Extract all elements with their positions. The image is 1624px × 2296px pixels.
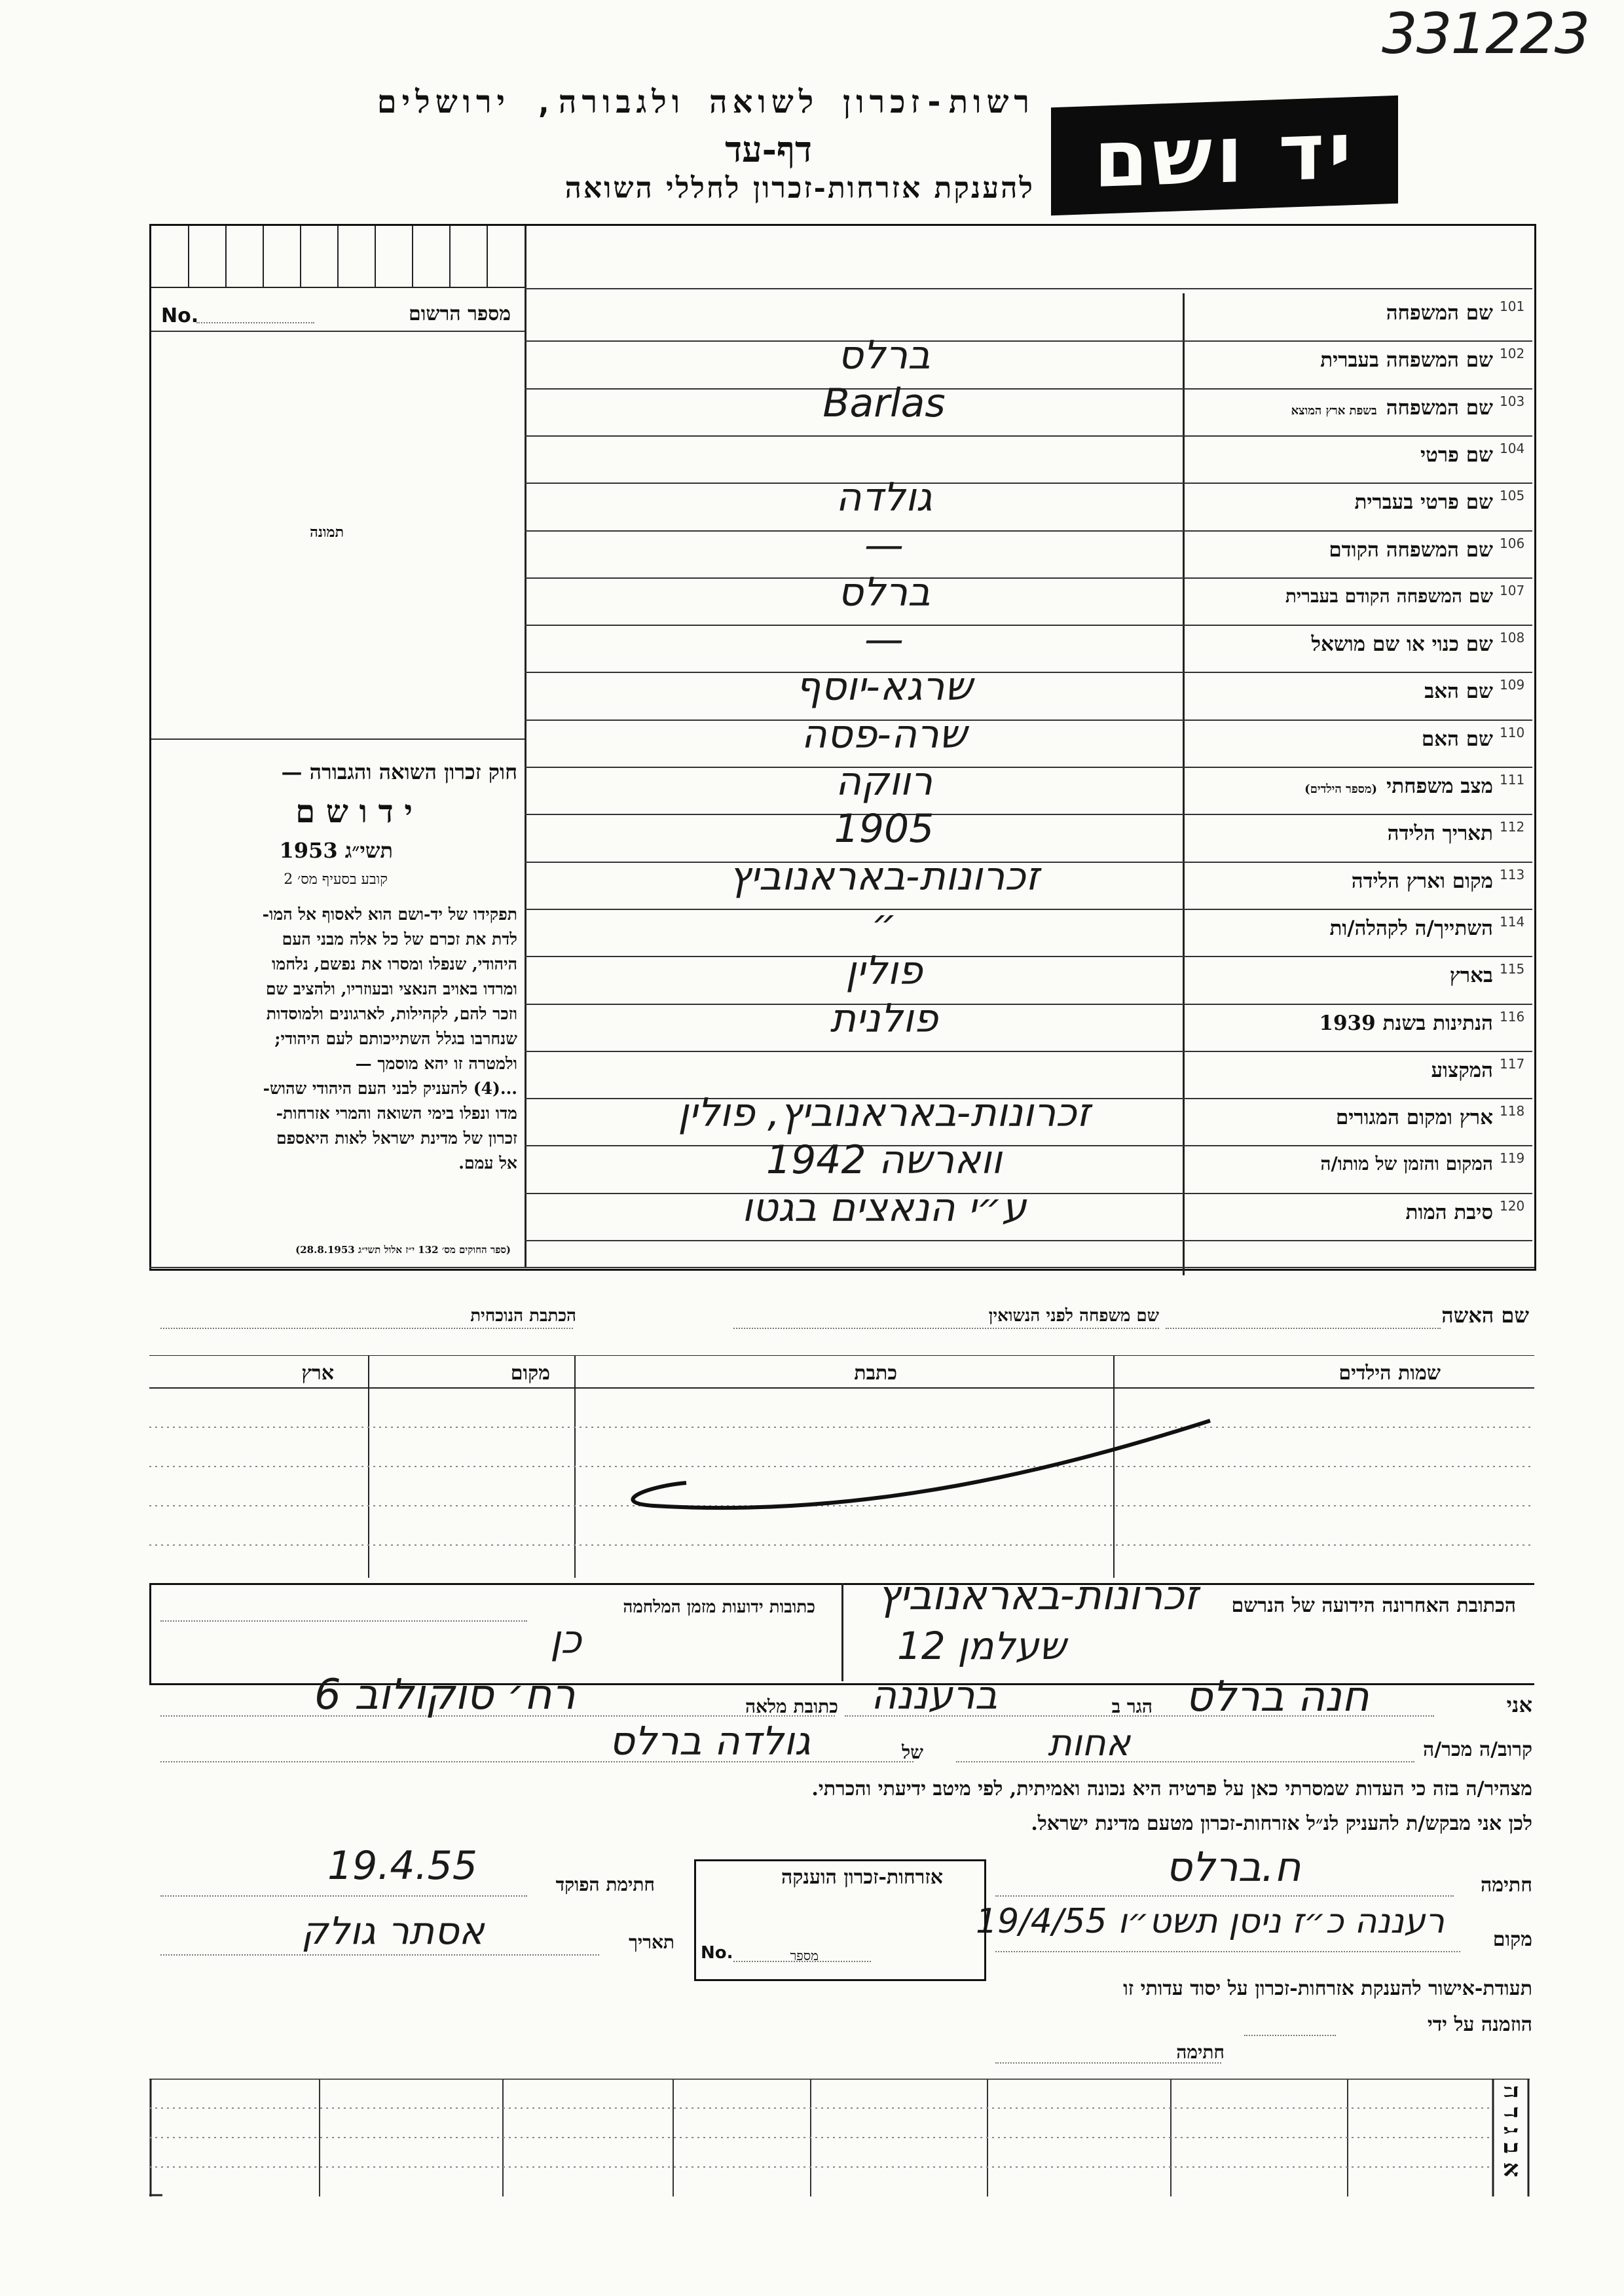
last-address-label: הכתובת האחרונה הידועה של הנרשם xyxy=(1231,1594,1516,1617)
declarant-name: חנה ברלס xyxy=(1185,1673,1369,1721)
field-label xyxy=(1329,538,1493,562)
cert-sig-label: חתימה xyxy=(1176,2041,1225,2063)
law-line: וזכר להם, לקהילות, לארגונים ולמוסדות xyxy=(266,1004,517,1023)
field-value: — xyxy=(864,522,904,568)
law-line: ...(4) להעניק לבני העם היהודי שהוש- xyxy=(263,1079,517,1098)
field-label xyxy=(1420,443,1493,467)
signature-label: חתימה xyxy=(1481,1874,1532,1897)
children-header-place: מקום xyxy=(510,1362,550,1385)
field-label xyxy=(1304,774,1493,798)
field-label-text: שם האב xyxy=(1424,680,1493,704)
field-label-text: מצב משפחתי xyxy=(1386,774,1493,798)
reg-label: מספר הרשום xyxy=(409,302,511,325)
field-value: רווקה xyxy=(835,759,933,805)
yad-vashem-logo xyxy=(1051,96,1398,216)
official-date-dotline xyxy=(160,1954,599,1956)
field-row-line xyxy=(525,435,1532,437)
declarant-place-date: רעננה כ״ז ניסן תשט״ו 19/4/55 xyxy=(976,1902,1445,1941)
official-date-label: תאריך xyxy=(629,1931,674,1953)
signature-dotline xyxy=(995,1895,1454,1897)
full-address-label: כתובת מלאה xyxy=(745,1696,838,1717)
law-line: שנחרבו בגלל השתייכותם לעם היהודי; xyxy=(274,1029,517,1048)
logo-text: יד ושם xyxy=(1094,105,1356,206)
field-number: 119 xyxy=(1500,1150,1525,1167)
field-row-line xyxy=(525,1240,1532,1241)
field-value: ווארשה 1942 xyxy=(766,1137,1003,1184)
field-label xyxy=(1336,1106,1493,1129)
field-label xyxy=(1320,348,1493,372)
field-number: 120 xyxy=(1500,1197,1525,1214)
law-year: תשי״ג 1953 xyxy=(279,838,393,863)
field-number: 117 xyxy=(1500,1055,1525,1072)
field-value: פולנית xyxy=(830,995,938,1042)
official-sig-dotline xyxy=(160,1895,527,1897)
cert-line1: תעודת-אישור להענקת אזרחות-זכרון על יסוד עדותי זו xyxy=(1123,1977,1532,2000)
field-value: זכרונות-באראנוביץ xyxy=(729,853,1039,900)
field-label xyxy=(1354,490,1493,514)
field-label-text: סיבת המות xyxy=(1405,1200,1493,1224)
institution-name: רשות-זכרון לשואה ולגבורה, ירושלים xyxy=(377,84,1035,120)
official-sig-date: 19.4.55 xyxy=(327,1843,478,1889)
stamp-title: אזרחות-זכרון הוענקה xyxy=(781,1866,943,1889)
field-number: 116 xyxy=(1500,1008,1525,1025)
field-label xyxy=(1422,727,1493,751)
field-value: — xyxy=(864,617,904,663)
field-label xyxy=(1424,680,1493,703)
field-label-text: שם המשפחה xyxy=(1386,395,1493,420)
field-label xyxy=(1431,1059,1493,1082)
law-name: י ד ו ש ם xyxy=(295,793,413,830)
reg-no-label: No. xyxy=(161,304,199,327)
form-subtitle: להענקת אזרחות-זכרון לחללי השואה xyxy=(564,172,1035,205)
declarant-full-address: רח׳ סוקולוב 6 xyxy=(314,1671,576,1719)
law-line: ולמטרה זו יהא מוסמך — xyxy=(355,1054,517,1073)
war-address-value: כן xyxy=(550,1617,582,1663)
field-label-text: בארץ xyxy=(1449,964,1493,988)
bottom-grid xyxy=(149,2079,1530,2196)
children-header-country: ארץ xyxy=(301,1362,334,1385)
declarant-signature: ח.ברלס xyxy=(1166,1843,1301,1891)
field-value: ע״י הנאצים בגטו xyxy=(741,1184,1027,1231)
spouse-top-line xyxy=(149,1267,1534,1268)
field-number: 106 xyxy=(1500,535,1525,551)
field-label xyxy=(1285,585,1493,608)
declaration-text: מצהיר/ה בזה כי העדות שמסרתי כאן על פרטיה היא נכונה ואמיתית, לפי מיטב ידיעתי והכרתי. xyxy=(811,1777,1532,1800)
wife-label: שם האשה xyxy=(1441,1303,1529,1328)
field-value: שרה-פסה xyxy=(801,711,967,757)
field-label xyxy=(1386,301,1493,325)
field-number: 115 xyxy=(1500,961,1525,977)
field-label-text: שם המשפחה בעברית xyxy=(1320,348,1493,373)
field-label xyxy=(1406,1201,1493,1224)
declarant-of-name: גולדה ברלס xyxy=(609,1719,811,1764)
children-table xyxy=(149,1355,1534,1578)
ani-label: אני xyxy=(1506,1692,1532,1717)
law-line: מדו ונפלו בימי השואה והמרי אזרחות- xyxy=(276,1104,517,1123)
field-value: פולין xyxy=(845,948,923,994)
field-label-text: מקום וארץ הלידה xyxy=(1351,869,1493,893)
wife-dotline xyxy=(1166,1328,1441,1329)
field-label-text: תאריך הלידה xyxy=(1387,822,1493,846)
resides-label: הגר ב xyxy=(1111,1696,1153,1717)
declarant-relation: אחות xyxy=(1048,1722,1131,1764)
field-label-text: הנתינות בשנת 1939 xyxy=(1319,1011,1493,1035)
bottom-grid-lines xyxy=(149,2079,1530,2196)
war-address-label: כתובות ידועות מזמן המלחמה xyxy=(623,1597,815,1617)
field-number: 103 xyxy=(1500,393,1525,409)
field-number: 105 xyxy=(1500,488,1525,504)
field-label-note: (מספר הילדים) xyxy=(1304,782,1378,796)
law-line: תפקידו של יד-ושם הוא לאסוף אל המו- xyxy=(262,905,517,924)
law-line: אל עמם. xyxy=(458,1154,517,1173)
law-footnote: (ספר החוקים מס׳ 132 י״ז אלול תשי״ג 28.8.1953) xyxy=(295,1244,511,1256)
field-number: 107 xyxy=(1500,582,1525,598)
cert-sig-dotline xyxy=(995,2062,1221,2064)
official-sig-label: חתימת הפוקד xyxy=(555,1874,655,1895)
photo-label: תמונה xyxy=(310,524,344,541)
maiden-label: שם משפחה לפני הנשואין xyxy=(988,1306,1159,1326)
field-label xyxy=(1450,964,1493,987)
field-number: 114 xyxy=(1500,913,1525,930)
archive-number: 331223 xyxy=(1382,1,1589,67)
field-label xyxy=(1311,632,1493,656)
relation-dotline xyxy=(956,1761,1414,1762)
field-label xyxy=(1291,396,1493,420)
field-number: 102 xyxy=(1500,346,1525,362)
place-dotline xyxy=(995,1951,1460,1952)
field-number: 108 xyxy=(1500,630,1525,646)
law-body xyxy=(160,902,517,1176)
reg-row-line xyxy=(151,331,525,332)
stamp-no-dotline xyxy=(733,1961,871,1962)
field-number: 110 xyxy=(1500,724,1525,740)
left-column-divider xyxy=(525,226,526,1267)
cert-dotline xyxy=(1244,2035,1336,2036)
form-title: דף-עד xyxy=(725,128,812,170)
last-address-line2: שעלמן 12 xyxy=(897,1624,1066,1668)
law-line: לדת את זכרם של כל אלה מבני העם xyxy=(282,930,517,949)
field-value: גולדה xyxy=(836,475,932,521)
address-label: הכתבת הנוכחית xyxy=(470,1306,576,1326)
field-number: 112 xyxy=(1500,819,1525,835)
place-label: מקום xyxy=(1492,1928,1532,1951)
request-text: לכן אני מבקש/ת להעניק לנ״ל אזרחות-זכרון מטעם מדינת ישראל. xyxy=(1031,1812,1532,1835)
declarant-residence: ברעננה xyxy=(871,1673,998,1719)
field-label-text: שם פרטי בעברית xyxy=(1354,490,1493,515)
field-number: 104 xyxy=(1500,440,1525,456)
field-value: ברלס xyxy=(838,333,931,379)
stamp-mispar: מספר xyxy=(790,1948,819,1963)
header-row-line xyxy=(525,288,1532,289)
law-line: היהודי, שנפלו ומסרו את נפשם, נלחמו xyxy=(271,955,517,974)
law-clause: קובע בסעיף מס׳ 2 xyxy=(284,871,388,888)
field-value: זכרונות-באראנוביץ, פולין xyxy=(678,1090,1090,1137)
code-boxes-grid xyxy=(151,226,525,288)
field-number: 113 xyxy=(1500,866,1525,883)
field-value: שרגא-יוסף xyxy=(796,664,972,710)
field-value: 1905 xyxy=(834,806,934,852)
field-label-text: שם כנוי או שם מושאל xyxy=(1311,632,1493,657)
field-label-text: שם פרטי xyxy=(1420,443,1493,467)
field-value: ״ xyxy=(871,900,897,947)
cert-line2: הוזמנה על ידי xyxy=(1427,2013,1532,2036)
field-label-text: שם המשפחה הקודם בעברית xyxy=(1285,585,1493,607)
law-title: חוק זכרון השואה והגבורה — xyxy=(281,759,517,784)
address-dotline xyxy=(160,1328,573,1329)
of-label: של xyxy=(902,1741,923,1763)
field-row-line xyxy=(525,1051,1532,1052)
children-header-names: שמות הילדים xyxy=(1338,1362,1441,1385)
field-number: 111 xyxy=(1500,772,1525,788)
field-label-text: השתייך/ה לקהלה/ות xyxy=(1329,916,1493,940)
law-line: ומרדו באויב הנאצי ובעוזריו, ולהציב שם xyxy=(265,979,517,998)
field-label-text: שם המשפחה הקודם xyxy=(1329,538,1493,562)
field-label xyxy=(1329,917,1493,940)
field-value: ברלס xyxy=(838,569,931,615)
reg-no-dotline xyxy=(196,322,314,323)
law-line: זכרון של מדינת ישראל לאות היאספם xyxy=(276,1129,517,1148)
last-address-divider xyxy=(841,1583,843,1681)
field-number: 118 xyxy=(1500,1103,1525,1120)
side-letters: א ב ג ד ה xyxy=(1498,2085,1526,2178)
relation-label: קרוב/ה מכר/ה xyxy=(1423,1738,1532,1761)
field-label-text: שם האם xyxy=(1421,727,1493,751)
maiden-dotline xyxy=(733,1328,1159,1329)
field-label-text: ארץ ומקום המגורים xyxy=(1335,1106,1493,1130)
field-label-text: המקצוע xyxy=(1431,1058,1493,1082)
field-label xyxy=(1319,1011,1493,1035)
field-label xyxy=(1352,869,1493,893)
photo-bottom-line xyxy=(151,738,525,740)
code-boxes xyxy=(151,226,525,288)
field-label xyxy=(1388,822,1493,845)
field-label-text: המקום והזמן של מותו/ה xyxy=(1320,1153,1493,1175)
last-address-line1: זכרונות-באראנוביץ xyxy=(877,1571,1198,1619)
field-value: Barlas xyxy=(822,380,946,426)
official-clerk-name: אסתר גולק xyxy=(301,1908,485,1953)
war-address-dotline xyxy=(160,1620,527,1622)
children-grid xyxy=(149,1355,1534,1578)
stamp-no: No. xyxy=(701,1943,733,1963)
field-label xyxy=(1320,1153,1493,1175)
field-number: 101 xyxy=(1500,299,1525,314)
children-header-address: כתבת xyxy=(854,1362,897,1385)
field-label-note: בשפת ארץ המוצא xyxy=(1291,403,1377,418)
label-column-divider xyxy=(1183,293,1185,1275)
field-number: 109 xyxy=(1500,677,1525,693)
field-label-text: שם המשפחה xyxy=(1386,301,1493,325)
